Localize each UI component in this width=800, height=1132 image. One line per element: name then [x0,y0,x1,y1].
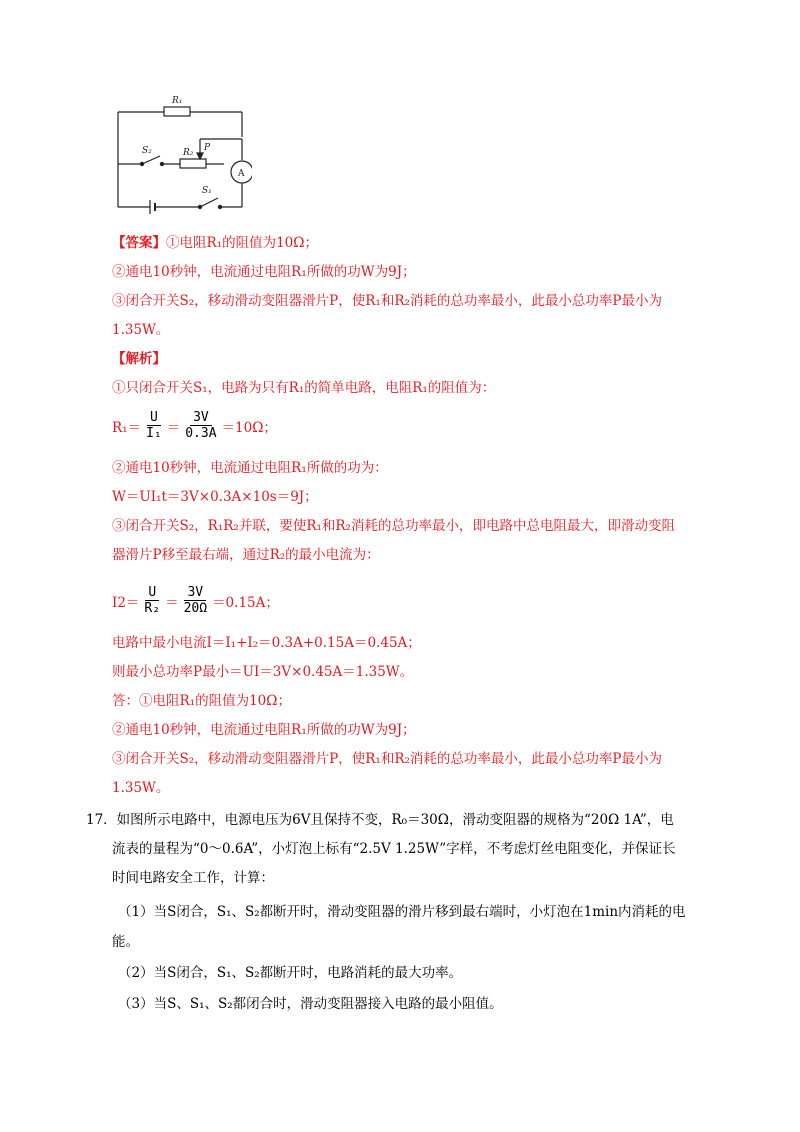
q17-line-2: 流表的量程为“0～0.6A”，小灯泡上标有“2.5V 1.25W”字样，不考虑灯丝电阻变化，并保证长 [112,841,676,857]
eq1-frac-2 [182,410,219,442]
eq1-lhs: R₁＝ [112,420,142,436]
answer-line-2: ②通电10秒钟，电流通过电阻R₁所做的功W为9J； [112,264,416,280]
eq2-mid: ＝ [165,595,179,611]
eq2-frac-2 [181,585,210,617]
label-s1: S₁ [202,186,212,196]
q17-part-2: （2）当S闭合，S₁、S₂都断开时，电路消耗的最大功率。 [118,965,463,981]
eq1-num-1: U [147,410,161,426]
label-ammeter: A [238,169,245,179]
eq2-num-1: U [145,585,159,601]
answer-line-3: ③闭合开关S₂，移动滑动变阻器滑片P，使R₁和R₂消耗的总功率最小，此最小总功率P最小为 [112,293,662,309]
equation-r1 [112,404,277,448]
eq1-mid: ＝ [166,420,181,436]
q17-part-1b: 能。 [112,934,139,950]
eq1-den-2: 0.3A [185,426,217,441]
q17-part-3: （3）当S、S₁、S₂都闭合时，滑动变阻器接入电路的最小阻值。 [118,996,503,1012]
answer-text-1: ①电阻R₁的阻值为10Ω； [166,235,318,251]
eq1-den-1: I₁ [146,426,162,441]
analysis-line-7: 则最小总功率P最小＝UI＝3V×0.45A＝1.35W。 [112,664,414,680]
eq2-den-1: R₂ [144,601,161,616]
answer-tag: 【答案】 [112,235,166,251]
answer-line-1 [112,233,318,253]
eq2-rhs: ＝0.15A； [212,595,279,611]
eq2-lhs: I2＝ [112,595,140,611]
analysis-line-4: ③闭合开关S₂，R₁R₂并联，要使R₁和R₂消耗的总功率最小，即电路中总电阻最大，即滑动变阻 [112,518,675,534]
eq2-frac-1 [141,585,163,617]
eq2-num-2: 3V [184,585,206,601]
analysis-line-6: 电路中最小电流I＝I₁+I₂＝0.3A+0.15A＝0.45A； [112,635,421,651]
answer-line-4: 1.35W。 [112,322,170,338]
analysis-line-3: W＝UI₁t＝3V×0.3A×10s＝9J； [112,489,318,505]
eq1-frac-1 [143,410,165,442]
q17-line-3: 时间电路安全工作，计算： [112,870,274,886]
eq1-num-2: 3V [190,410,212,426]
analysis-line-1: ①只闭合开关S₁，电路为只有R₁的简单电路，电阻R₁的阻值为： [112,380,496,396]
analysis-line-2: ②通电10秒钟，电流通过电阻R₁所做的功为： [112,460,388,476]
analysis-line-5: 器滑片P移至最右端，通过R₂的最小电流为： [112,547,380,563]
analysis-line-11: 1.35W。 [112,780,170,796]
s2-switch [142,156,160,164]
eq2-den-2: 20Ω [183,601,208,616]
label-p: P [204,143,211,153]
label-s2: S₂ [142,146,152,156]
label-r1: R₁ [172,96,183,106]
r2-resistor [180,159,206,168]
s1-switch [200,198,218,207]
analysis-line-10: ③闭合开关S₂，移动滑动变阻器滑片P，使R₁和R₂消耗的总功率最小，此最小总功率P最小为 [112,751,662,767]
analysis-line-9: ②通电10秒钟，电流通过电阻R₁所做的功W为9J； [112,722,416,738]
analysis-line-8: 答：①电阻R₁的阻值为10Ω； [112,693,291,709]
r1-resistor [164,107,190,116]
q17-line-1: 17．如图所示电路中，电源电压为6V且保持不变，R₀＝30Ω，滑动变阻器的规格为“20Ω 1A”，电 [86,812,674,828]
circuit-diagram [112,92,252,217]
analysis-tag: 【解析】 [112,351,166,367]
eq1-rhs: ＝10Ω； [221,420,277,436]
q17-part-1a: （1）当S闭合，S₁、S₂都断开时，滑动变阻器的滑片移到最右端时，小灯泡在1min内消耗的电 [118,904,686,920]
label-r2: R₂ [183,148,194,158]
equation-i2 [112,579,279,623]
